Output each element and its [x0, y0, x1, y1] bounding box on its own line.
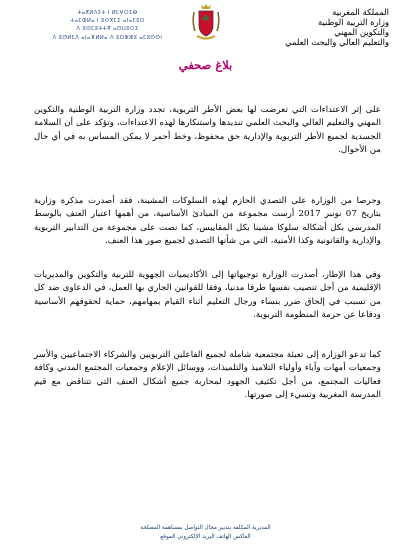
document-title: بلاغ صحفي: [178, 58, 233, 72]
footer-line: المديرية المكلفة بتدبير مجال التواصل بمساهمة المصلحة: [140, 525, 271, 531]
header-line: ⴷ ⵓⵚⵍⵎⴷ ⴰⵏⴰⴼⵍⵍⴰ ⴷ ⵓⵔⵣⵣⵓ ⴰⵎⵓⵙⵙⵏ: [52, 34, 163, 41]
header-line: ⵜⴰⴳⵍⴷⵉⵜ ⵏ ⵍⵎⵖⵔⵉⴱ: [77, 10, 138, 16]
paragraph: كما تدعو الوزارة إلى تعبئة مجتمعية شاملة لجميع الفاعلين التربويين والشركاء الاجتماعيين والأسر وجمعيات أمهات وآباء وأولياء التلاميذ والتلميذات، ووسائل الإعلام وجمعيات المجتمع المدني وكافة فعاليات المجتمع، من أجل تكثيف الجهود لمحاربة جميع أشكال العنف التي تتناقض مع قيم المدرسة المغربية وتسيء إلى صورتها.: [34, 349, 381, 400]
header-line: وزارة التربية الوطنية: [318, 17, 389, 27]
paragraph: على إثر الاعتداءات التي تعرضت لها بعض الأطر التربوية، تجدد وزارة التربية الوطنية والتكوين المهني والتعليم العالي والبحث العلمي تنديدها واستنكارها لهذه الاعتداءات، وتؤكد على أن السلامة الجسدية لجميع الأطر التربوية والإدارية حق محفوظ، وخط أحمر لا يمكن المساس به في أي حال من الأحوال.: [34, 104, 381, 155]
ministry-name-tifinagh: [20, 9, 195, 42]
header-line: والتعليم العالي والبحث العلمي: [285, 37, 389, 47]
letterhead: [0, 0, 411, 52]
header-line: ⴷ ⵓⵙⵎⵓⵜⵜⴳ ⴰⵙⵡⵓⵔⵉ: [76, 26, 139, 33]
paragraph: وحرصا من الوزارة على التصدي الحازم لهذه السلوكات المشينة، فقد أصدرت مذكرة وزارية بتاريخ 07 نونبر 2017 أرست مجموعة من المبادئ الأساسية، من أهمها اعتبار العنف بالوسط المدرسي بكل أشكاله سلوكا مشينا بكل المقاييس، كما نصت على مجموعة من التدابير التربوية والإدارية والقانونية وكذا الأمنية، التي من شأنها التصدي لجميع صور هذا العنف.: [34, 195, 381, 246]
header-line: ⵜⴰⵎⵀⵍⴰ ⵏ ⵓⵙⴳⵎⵉ ⴰⵏⴰⵎⵓⵔ: [70, 18, 145, 25]
paragraph: وفي هذا الإطار، أصدرت الوزارة توجيهاتها إلى الأكاديميات الجهوية للتربية والتكوين والمديريات الإقليمية من أجل تنصيب نفسها طرفا مدنيا، وفقا للقوانين الجاري بها العمل، في الدعاوى ضد كل من تسبب في إلحاق ضرر بنساء ورجال التعليم أثناء القيام بمهامهم، حماية لحقوقهم الأساسية ودفاعا عن حرمة المنظومة التربوية.: [34, 269, 381, 320]
header-line: المملكة المغربية: [332, 7, 389, 17]
footer: [0, 524, 411, 542]
footer-line: الفاكس الهاتف البريد الإلكتروني الموقع: [160, 534, 251, 540]
header-line: والتكوين المهني: [334, 27, 389, 37]
ministry-name-arabic: [219, 7, 389, 47]
